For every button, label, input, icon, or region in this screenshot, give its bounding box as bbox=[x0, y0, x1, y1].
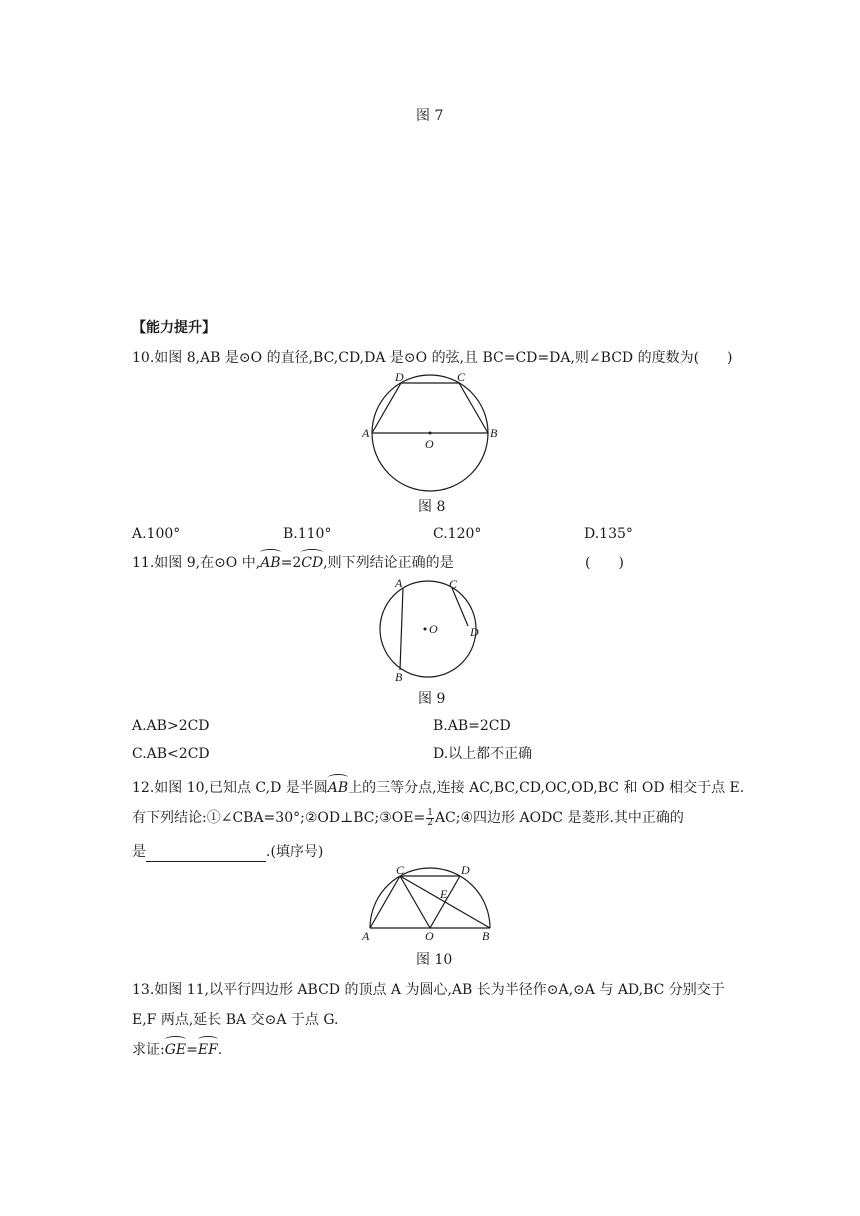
question-13-line-2: E,F 两点,延长 BA 交⊙A 于点 G. bbox=[132, 1012, 339, 1028]
label-a: A bbox=[362, 929, 370, 943]
label-o: O bbox=[429, 622, 438, 636]
segment-ac bbox=[370, 876, 400, 928]
label-a: A bbox=[395, 576, 403, 590]
q13-arc-ef: EF bbox=[197, 1042, 218, 1058]
q11-option-a: A.AB>2CD bbox=[132, 718, 210, 734]
label-c: C bbox=[457, 370, 466, 384]
figure-9-diagram bbox=[370, 574, 490, 684]
q10-option-d: D.135° bbox=[584, 526, 633, 542]
segment-od bbox=[430, 876, 460, 928]
question-12-line-2 bbox=[132, 808, 684, 828]
answer-blank[interactable] bbox=[146, 847, 266, 862]
q11-arc-cd: CD bbox=[301, 555, 324, 571]
segment-co bbox=[400, 876, 430, 928]
q12-line3-prefix: 是 bbox=[132, 844, 146, 860]
question-13-line-1: 13.如图 11,以平行四边形 ABCD 的顶点 A 为圆心,AB 长为半径作⊙A,⊙A 与 AD,BC 分别交于 bbox=[132, 982, 725, 998]
q13-arc-ge: GE bbox=[164, 1042, 187, 1058]
q10-option-c: C.120° bbox=[433, 526, 482, 542]
q12-arc-ab: AB bbox=[327, 780, 349, 796]
question-11-text bbox=[132, 553, 454, 573]
q10-option-b: B.110° bbox=[283, 526, 332, 542]
q12-line2-prefix: 有下列结论:①∠CBA=30°;②OD⊥BC;③OE= bbox=[132, 810, 426, 826]
question-12-line-1 bbox=[132, 778, 744, 798]
q11-arc-ab: AB bbox=[260, 555, 281, 571]
label-c: C bbox=[449, 577, 458, 591]
label-o: O bbox=[425, 929, 434, 943]
q11-option-d: D.以上都不正确 bbox=[433, 746, 533, 762]
q11-option-c: C.AB<2CD bbox=[132, 746, 210, 762]
section-title: 【能力提升】 bbox=[132, 320, 216, 336]
q10-option-a: A.100° bbox=[132, 526, 181, 542]
question-10-text: 10.如图 8,AB 是⊙O 的直径,BC,CD,DA 是⊙O 的弦,且 BC=CD=DA,则∠BCD 的度数为( ) bbox=[132, 350, 733, 366]
label-b: B bbox=[490, 426, 498, 440]
fraction-one-half: $\frac{1}{2}$ bbox=[427, 807, 433, 828]
q11-suffix: ,则下列结论正确的是 bbox=[323, 555, 454, 571]
q13-end: . bbox=[217, 1042, 223, 1058]
center-point bbox=[429, 432, 432, 435]
q11-mid: =2 bbox=[280, 555, 302, 571]
label-b: B bbox=[482, 929, 490, 943]
figure-8-caption: 图 8 bbox=[418, 499, 446, 515]
label-c: C bbox=[396, 863, 405, 877]
label-b: B bbox=[395, 670, 403, 684]
label-a: A bbox=[362, 426, 370, 440]
q12-line2-suffix: AC;④四边形 AODC 是菱形.其中正确的 bbox=[434, 810, 684, 826]
q13-eq: = bbox=[186, 1042, 198, 1058]
q12-line1-suffix: 上的三等分点,连接 AC,BC,CD,OC,OD,BC 和 OD 相交于点 E. bbox=[348, 780, 745, 796]
q11-prefix: 11.如图 9,在⊙O 中, bbox=[132, 555, 261, 571]
q12-line3-suffix: .(填序号) bbox=[266, 844, 324, 860]
figure-9-caption: 图 9 bbox=[418, 691, 446, 707]
figure-10-diagram bbox=[360, 862, 500, 944]
circle-o bbox=[380, 581, 476, 677]
figure-7-caption: 图 7 bbox=[416, 108, 444, 124]
figure-10-caption: 图 10 bbox=[416, 952, 453, 968]
question-13-proof bbox=[132, 1040, 222, 1060]
chords-adcb bbox=[372, 383, 488, 433]
q12-line1-prefix: 12.如图 10,已知点 C,D 是半圆 bbox=[132, 780, 328, 796]
q11-answer-paren: ( ) bbox=[585, 555, 624, 571]
question-12-line-3 bbox=[132, 842, 323, 862]
label-d: D bbox=[395, 370, 404, 384]
chord-ab bbox=[400, 588, 403, 670]
label-d: D bbox=[461, 863, 470, 877]
figure-8-diagram bbox=[360, 368, 510, 493]
center-point bbox=[424, 628, 427, 631]
q13-proof-prefix: 求证: bbox=[132, 1042, 165, 1058]
label-d: D bbox=[470, 625, 479, 639]
label-o: O bbox=[425, 437, 434, 451]
q11-option-b: B.AB=2CD bbox=[433, 718, 511, 734]
label-e: E bbox=[440, 887, 448, 901]
